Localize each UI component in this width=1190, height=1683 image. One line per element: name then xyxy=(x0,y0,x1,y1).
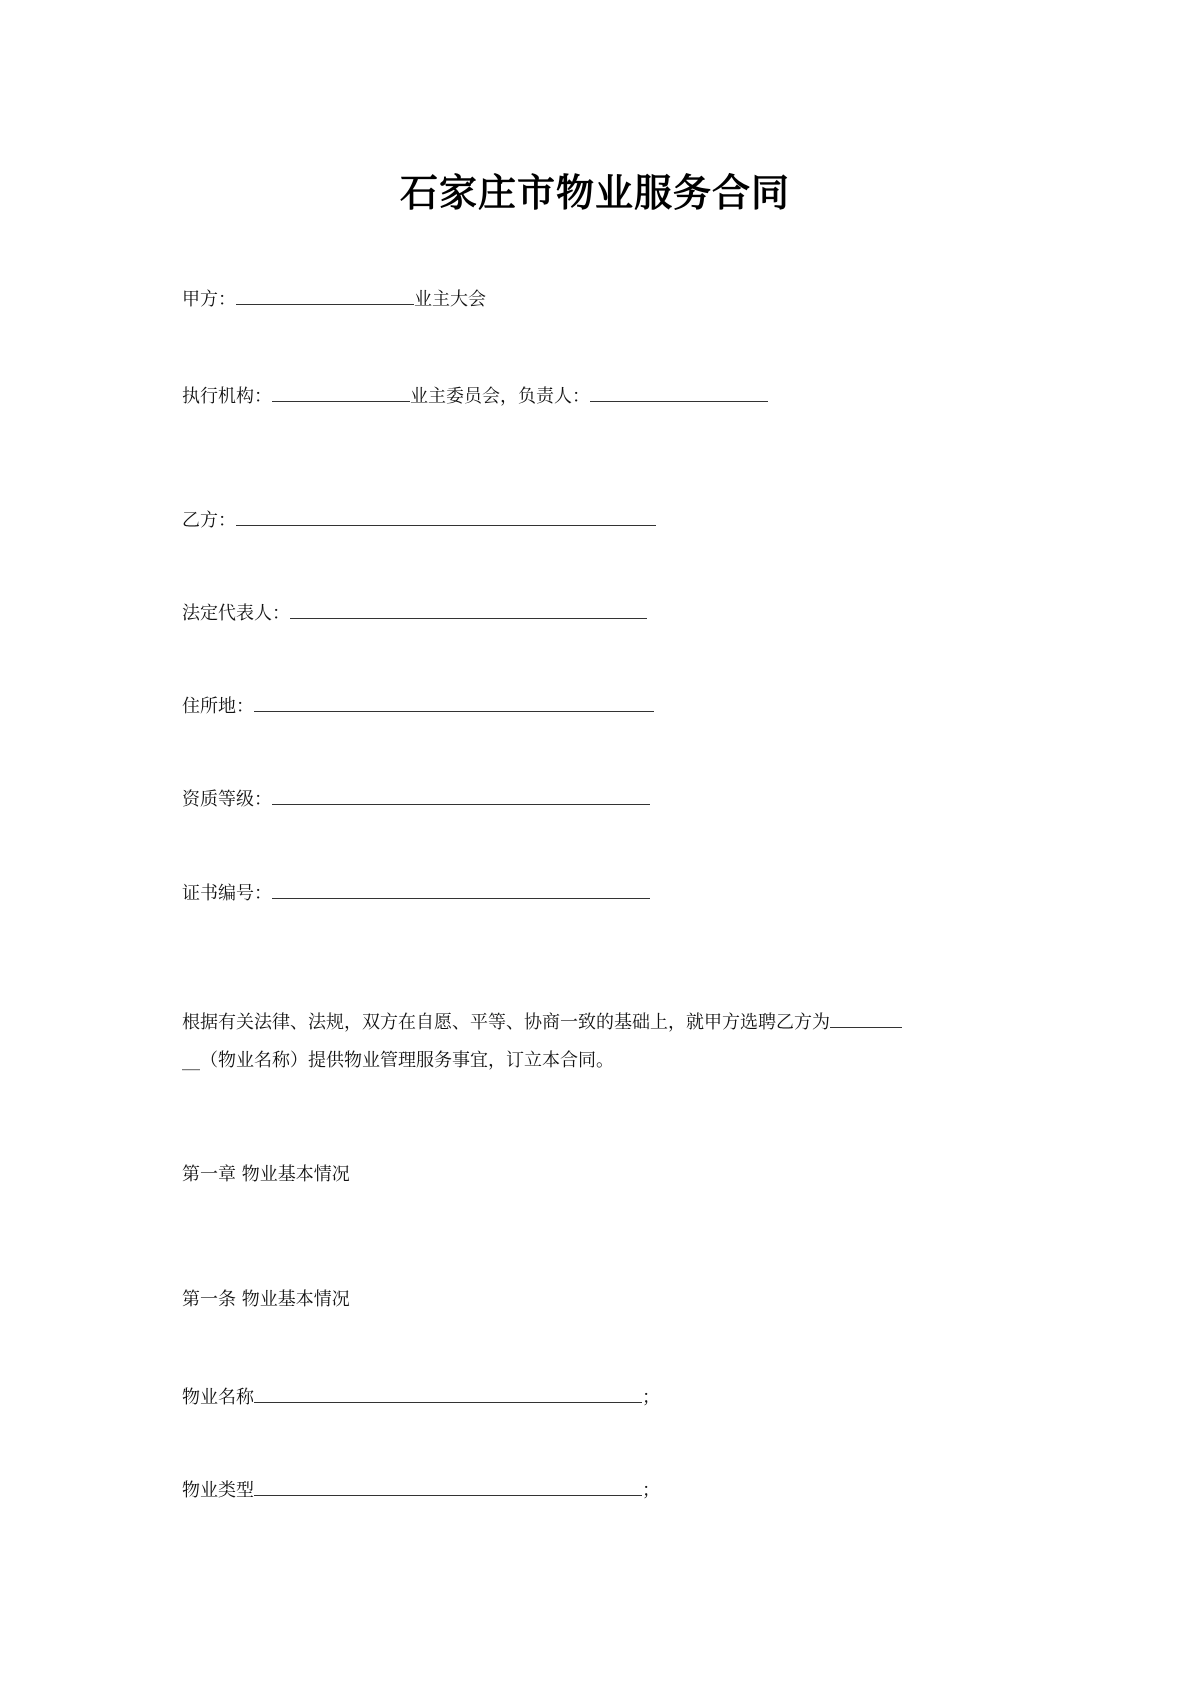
preamble-paragraph xyxy=(182,1004,1022,1080)
exec-org-line xyxy=(182,383,768,409)
qualification-blank xyxy=(272,786,650,805)
document-title: 石家庄市物业服务合同 xyxy=(399,170,790,215)
exec-org-label: 执行机构： xyxy=(182,386,272,407)
legal-rep-blank xyxy=(290,600,647,619)
address-line xyxy=(182,693,654,719)
semicolon: ； xyxy=(642,1387,660,1408)
certificate-line xyxy=(182,880,650,906)
property-name-blank xyxy=(254,1384,642,1403)
property-type-label: 物业类型 xyxy=(182,1480,254,1501)
article-heading: 第一条 物业基本情况 xyxy=(182,1289,350,1310)
party-b-blank xyxy=(236,507,656,526)
qualification-line xyxy=(182,786,650,812)
exec-org-blank xyxy=(272,383,410,402)
party-a-suffix: 业主大会 xyxy=(414,289,486,310)
party-a-line xyxy=(182,286,486,312)
party-b-line xyxy=(182,507,656,533)
property-type-blank xyxy=(254,1477,642,1496)
property-name-label: 物业名称 xyxy=(182,1387,254,1408)
party-a-blank xyxy=(236,286,414,305)
preamble-line-2-prefix: __ xyxy=(182,1050,200,1071)
qualification-label: 资质等级： xyxy=(182,789,272,810)
preamble-blank xyxy=(830,1009,902,1028)
party-b-label: 乙方： xyxy=(182,510,236,531)
legal-rep-line xyxy=(182,600,647,626)
party-a-label: 甲方： xyxy=(182,289,236,310)
responsible-person-blank xyxy=(590,383,768,402)
exec-org-middle: 业主委员会，负责人： xyxy=(410,386,590,407)
chapter-heading: 第一章 物业基本情况 xyxy=(182,1164,350,1185)
legal-rep-label: 法定代表人： xyxy=(182,603,290,624)
address-blank xyxy=(254,693,654,712)
address-label: 住所地： xyxy=(182,696,254,717)
property-name-line xyxy=(182,1384,660,1410)
preamble-line-1: 根据有关法律、法规，双方在自愿、平等、协商一致的基础上，就甲方选聘乙方为 xyxy=(182,1012,830,1033)
certificate-blank xyxy=(272,880,650,899)
property-type-line xyxy=(182,1477,660,1503)
preamble-line-2: （物业名称）提供物业管理服务事宜，订立本合同。 xyxy=(200,1050,614,1071)
semicolon: ； xyxy=(642,1480,660,1501)
certificate-label: 证书编号： xyxy=(182,883,272,904)
